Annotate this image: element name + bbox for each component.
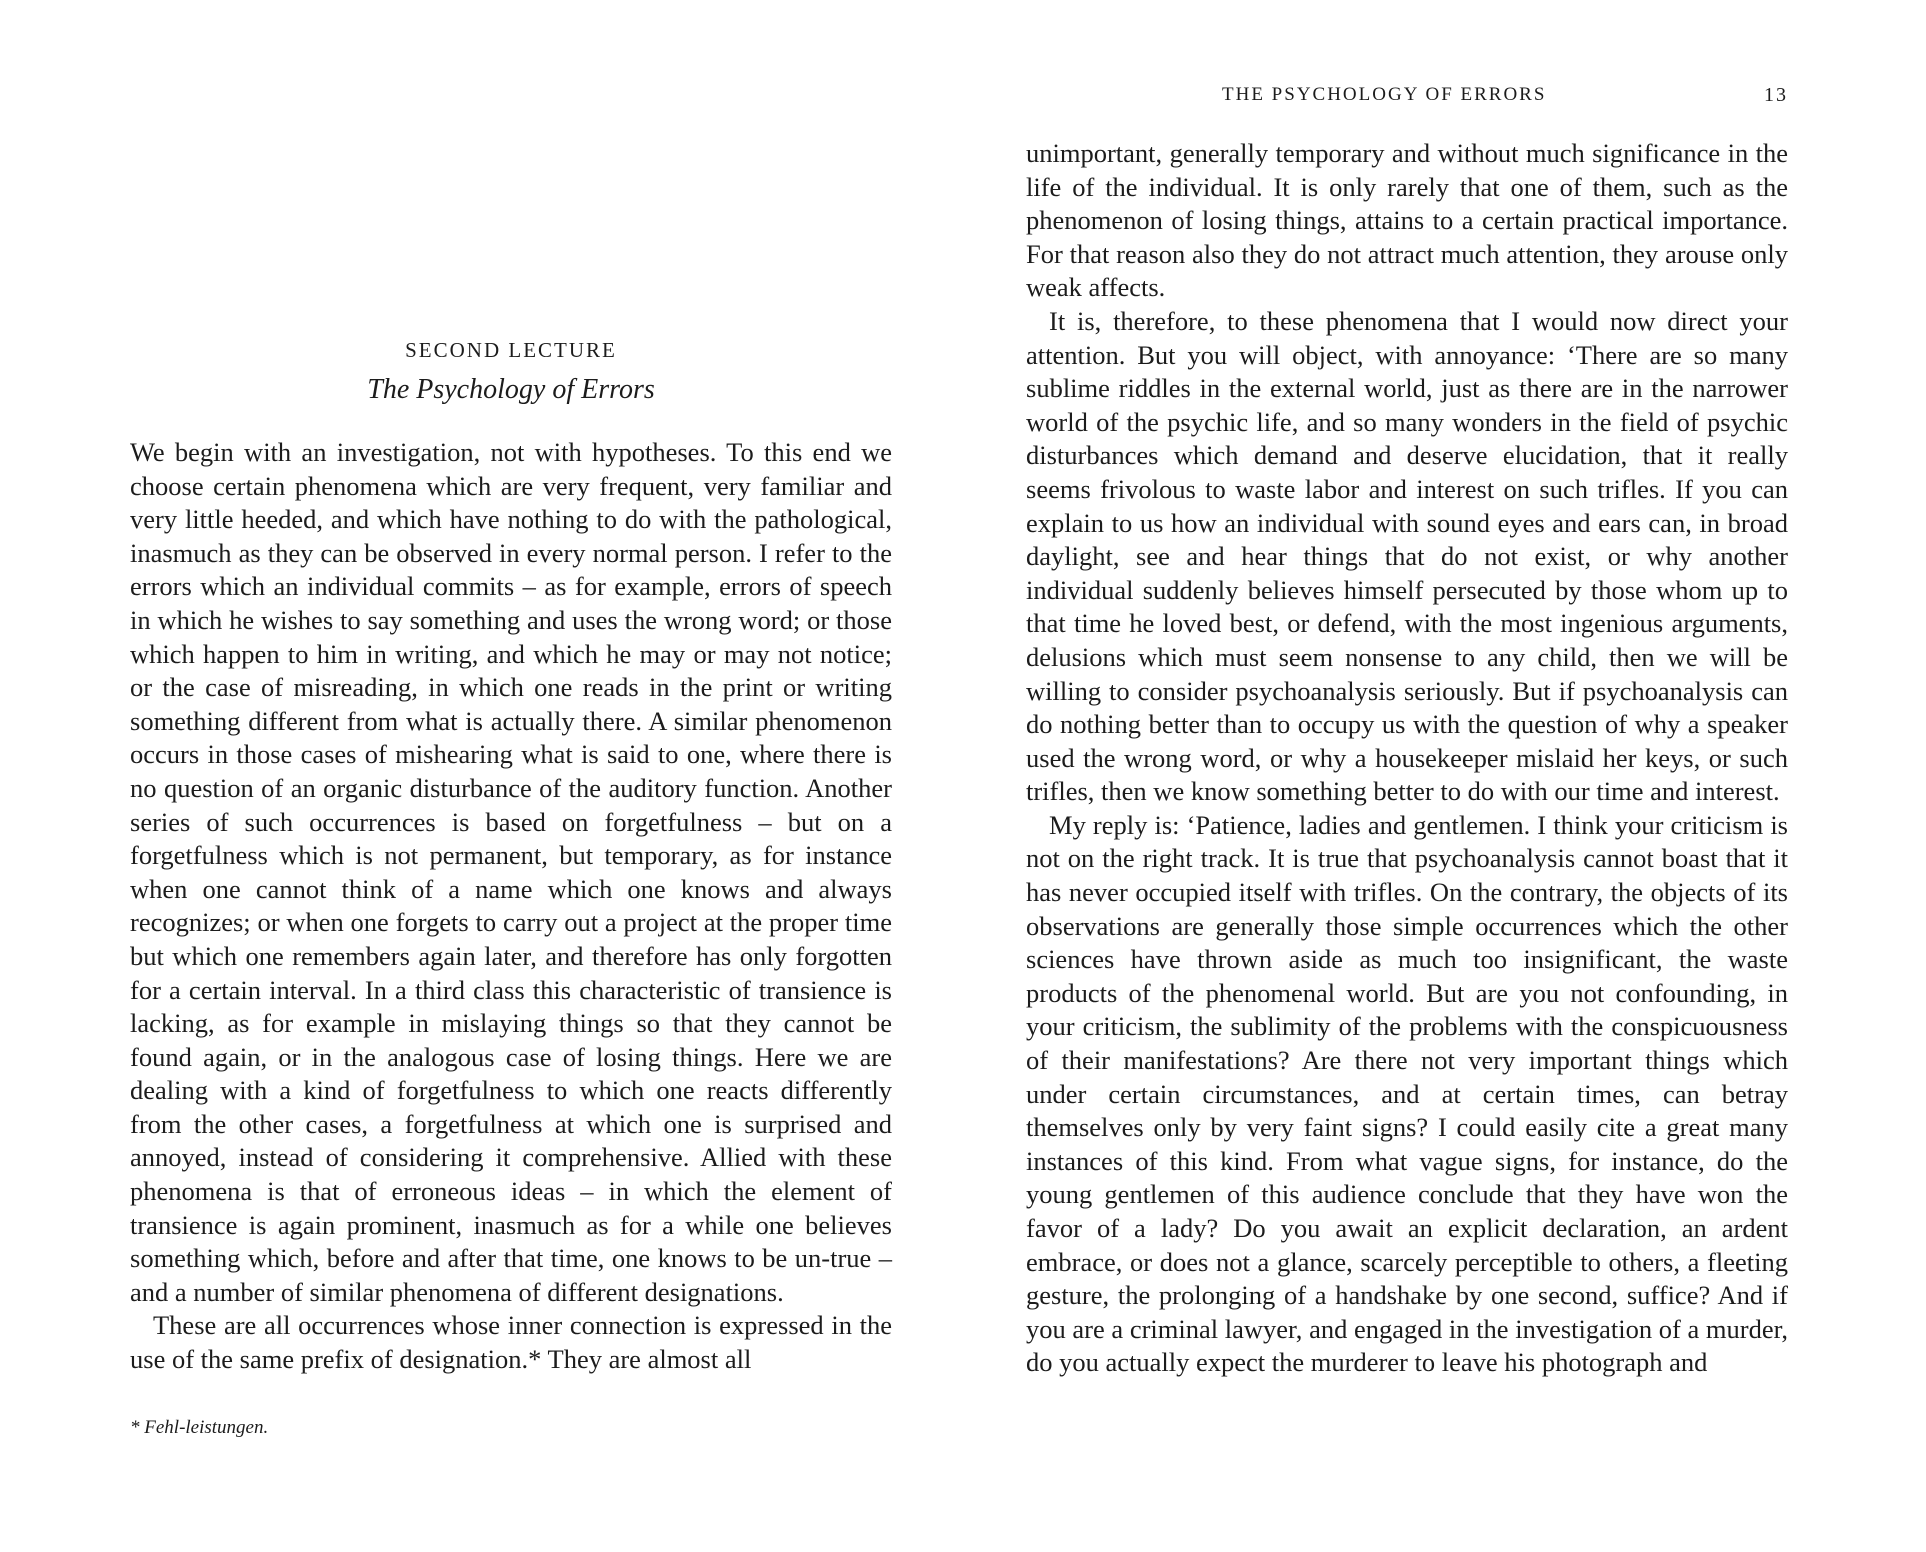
paragraph: My reply is: ‘Patience, ladies and gentlemen. I think your criticism is not on the right track. It is true that psychoanalysis cannot boast that it has never occupied itself with trifles. On the contrary, the objects of its observations are generally those simple occurrences which the other sciences have thrown aside as much too insignificant, the waste products of the phenomenal world. But are you not confounding, in your criticism, the sublimity of the problems with the conspicuousness of their manifestations? Are there not very important things which under certain circumstances, and at certain times, can betray themselves only by very faint signs? I could easily cite a great many instances of this kind. From what vague signs, for instance, do the young gentlemen of this audience conclude that they have won the favor of a lady? Do you await an explicit declaration, an ardent embrace, or does not a glance, scarcely perceptible to others, a fleeting gesture, the prolonging of a handshake by one second, suffice? And if you are a criminal lawyer, and engaged in the investigation of a murder, do you actually expect the murderer to leave his photograph and <box>1026 809 1788 1378</box>
footnote: * Fehl-leistungen. <box>130 1417 269 1438</box>
running-head: THE PSYCHOLOGY OF ERRORS <box>1222 84 1547 105</box>
paragraph: We begin with an investigation, not with hypotheses. To this end we choose certain phenomena which are very frequent, very familiar and very little heeded, and which have nothing to do with the pathological, inasmuch as they can be observed in every normal person. I refer to the errors which an individual commits – as for example, errors of speech in which he wishes to say something and uses the wrong word; or those which happen to him in writing, and which he may or may not notice; or the case of misreading, in which one reads in the print or writing something different from what is actually there. A similar phenomenon occurs in those cases of mishearing what is said to one, where there is no question of an organic disturbance of the auditory function. Another series of such occurrences is based on forgetfulness – but on a forgetfulness which is not permanent, but temporary, as for instance when one cannot think of a name which one knows and always recognizes; or when one forgets to carry out a project at the proper time but which one remembers again later, and therefore has only forgotten for a certain interval. In a third class this characteristic of transience is lacking, as for example in mislaying things so that they cannot be found again, or in the analogous case of losing things. Here we are dealing with a kind of forgetfulness to which one reacts differently from the other cases, a forgetfulness at which one is surprised and annoyed, instead of considering it comprehensive. Allied with these phenomena is that of erroneous ideas – in which the element of transience is again prominent, inasmuch as for a while one believes something which, before and after that time, one knows to be un-true – and a number of similar phenomena of different designations. <box>130 437 892 1307</box>
page-number: 13 <box>1764 84 1788 106</box>
paragraph: unimportant, generally temporary and without much significance in the life of the individual. It is only rarely that one of them, such as the phenomenon of losing things, attains to a certain practical importance. For that reason also they do not attract much attention, they arouse only weak affects. <box>1026 138 1788 303</box>
right-body-text <box>1026 137 1788 1380</box>
left-body-text <box>130 436 892 1377</box>
lecture-number: SECOND LECTURE <box>405 338 617 362</box>
lecture-title: The Psychology of Errors <box>367 374 655 405</box>
paragraph: These are all occurrences whose inner connection is expressed in the use of the same prefix of designation.* They are almost all <box>130 1310 892 1375</box>
paragraph: It is, therefore, to these phenomena that I would now direct your attention. But you will object, with annoyance: ‘There are so many sublime riddles in the external world, just as there are in the narrower world of the psychic life, and so many wonders in the field of psychic disturbances which demand and deserve elucidation, that it really seems frivolous to waste labor and interest on such trifles. If you can explain to us how an individual with sound eyes and ears can, in broad daylight, see and hear things that do not exist, or why another individual suddenly believes himself persecuted by those whom up to that time he loved best, or defend, with the most ingenious arguments, delusions which must seem nonsense to any child, then we will be willing to consider psychoanalysis seriously. But if psychoanalysis can do nothing better than to occupy us with the question of why a speaker used the wrong word, or why a housekeeper mislaid her keys, or such trifles, then we know something better to do with our time and interest. <box>1026 305 1788 807</box>
